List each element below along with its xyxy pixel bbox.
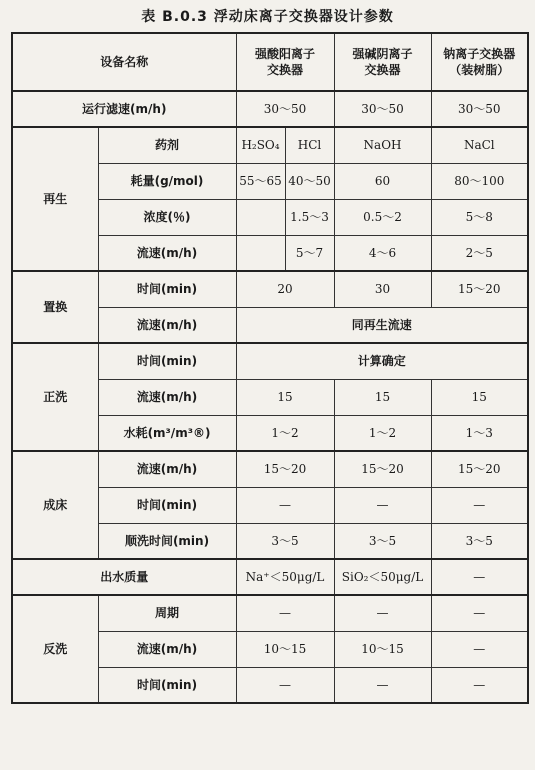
cell: 15 xyxy=(431,379,528,415)
table-row xyxy=(12,91,528,127)
cell: 15～20 xyxy=(431,271,528,307)
cell: 40～50 xyxy=(285,163,334,199)
cell: Na⁺＜50μg/L xyxy=(236,559,334,595)
cell: 30 xyxy=(334,271,431,307)
cell: 0.5～2 xyxy=(334,199,431,235)
group-label: 置换 xyxy=(12,271,98,343)
table-row xyxy=(12,559,528,595)
cell: — xyxy=(334,595,431,631)
header-sodium: 钠离子交换器 （装树脂） xyxy=(431,33,528,91)
header-strong-base: 强碱阴离子 交换器 xyxy=(334,33,431,91)
cell: — xyxy=(431,631,528,667)
cell: 30～50 xyxy=(236,91,334,127)
cell: 2～5 xyxy=(431,235,528,271)
cell: 15 xyxy=(236,379,334,415)
row-label: 浓度(％) xyxy=(98,199,236,235)
cell: H₂SO₄ xyxy=(236,127,285,163)
row-label: 出水质量 xyxy=(12,559,236,595)
table-title: 表 B.0.3 浮动床离子交换器设计参数 xyxy=(141,9,394,25)
cell: 15～20 xyxy=(334,451,431,487)
cell: 55～65 xyxy=(236,163,285,199)
merged-cell: 同再生流速 xyxy=(236,307,528,343)
cell: 20 xyxy=(236,271,334,307)
group-label: 正洗 xyxy=(12,343,98,451)
cell: 30～50 xyxy=(431,91,528,127)
cell: SiO₂＜50μg/L xyxy=(334,559,431,595)
row-label: 周期 xyxy=(98,595,236,631)
cell: 80～100 xyxy=(431,163,528,199)
cell: 10～15 xyxy=(334,631,431,667)
cell: 10～15 xyxy=(236,631,334,667)
table-row xyxy=(12,595,528,631)
cell: NaOH xyxy=(334,127,431,163)
row-label: 流速(m/h) xyxy=(98,631,236,667)
row-label: 耗量(g/mol) xyxy=(98,163,236,199)
cell xyxy=(236,235,285,271)
header-strong-acid: 强酸阳离子 交换器 xyxy=(236,33,334,91)
cell: 5～8 xyxy=(431,199,528,235)
row-label: 药剂 xyxy=(98,127,236,163)
cell: 3～5 xyxy=(431,523,528,559)
cell: 15 xyxy=(334,379,431,415)
cell: 15～20 xyxy=(431,451,528,487)
cell: HCl xyxy=(285,127,334,163)
row-label: 时间(min) xyxy=(98,271,236,307)
cell: — xyxy=(334,667,431,703)
table-row xyxy=(12,451,528,487)
cell: — xyxy=(236,487,334,523)
cell: — xyxy=(431,667,528,703)
cell: — xyxy=(431,595,528,631)
cell: 3～5 xyxy=(236,523,334,559)
group-label: 成床 xyxy=(12,451,98,559)
header-row xyxy=(12,33,528,91)
row-label: 时间(min) xyxy=(98,667,236,703)
row-label: 顺洗时间(min) xyxy=(98,523,236,559)
table-row xyxy=(12,127,528,163)
cell: — xyxy=(431,559,528,595)
table-row xyxy=(12,271,528,307)
cell: 1～2 xyxy=(236,415,334,451)
row-label: 流速(m/h) xyxy=(98,451,236,487)
cell: 4～6 xyxy=(334,235,431,271)
cell: 1～2 xyxy=(334,415,431,451)
merged-cell: 计算确定 xyxy=(236,343,528,379)
table-row xyxy=(12,343,528,379)
cell: 1.5～3 xyxy=(285,199,334,235)
cell: 15～20 xyxy=(236,451,334,487)
header-equipment-name: 设备名称 xyxy=(12,33,236,91)
cell: — xyxy=(236,595,334,631)
cell: 1～3 xyxy=(431,415,528,451)
cell: 30～50 xyxy=(334,91,431,127)
cell: 5～7 xyxy=(285,235,334,271)
row-label: 流速(m/h) xyxy=(98,235,236,271)
cell: — xyxy=(334,487,431,523)
row-label: 时间(min) xyxy=(98,487,236,523)
design-parameters-table xyxy=(11,32,529,704)
group-label: 再生 xyxy=(12,127,98,271)
cell: — xyxy=(236,667,334,703)
cell: 60 xyxy=(334,163,431,199)
row-label: 水耗(m³/m³®) xyxy=(98,415,236,451)
cell xyxy=(236,199,285,235)
cell: — xyxy=(431,487,528,523)
row-label: 流速(m/h) xyxy=(98,379,236,415)
row-label: 运行滤速(m/h) xyxy=(12,91,236,127)
row-label: 时间(min) xyxy=(98,343,236,379)
group-label: 反洗 xyxy=(12,595,98,703)
cell: NaCl xyxy=(431,127,528,163)
row-label: 流速(m/h) xyxy=(98,307,236,343)
cell: 3～5 xyxy=(334,523,431,559)
